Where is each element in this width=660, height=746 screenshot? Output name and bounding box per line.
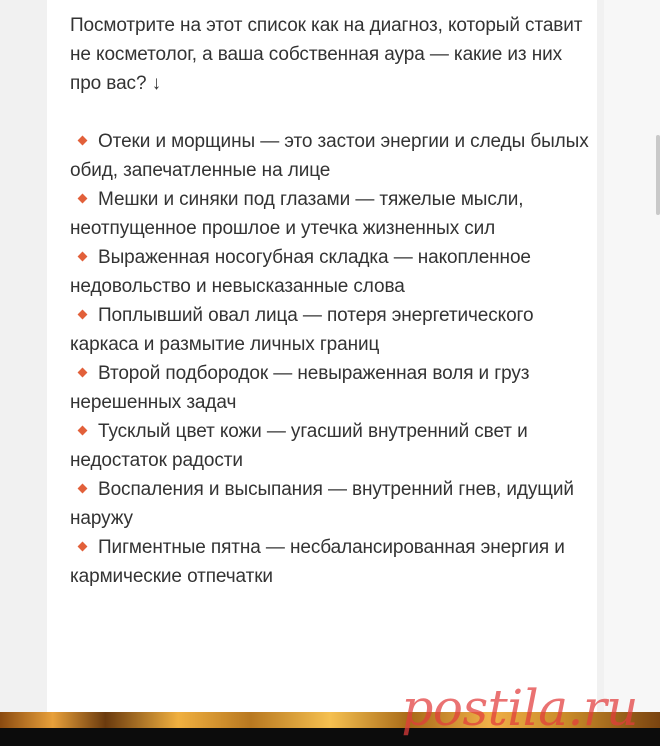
list-item (70, 359, 590, 417)
list-item (70, 127, 590, 185)
list-item (70, 301, 590, 359)
list-item-text: Пигментные пятна — несбалансированная энергия и кармические отпечатки (70, 537, 565, 587)
scrollbar-thumb[interactable] (656, 135, 660, 215)
orange-diamond-icon (78, 194, 88, 204)
list-item-text: Выраженная носогубная складка — накопленное недовольство и невысказанные слова (70, 247, 531, 297)
list-item-text: Тусклый цвет кожи — угасший внутренний свет и недостаток радости (70, 421, 528, 471)
list-item (70, 243, 590, 301)
orange-diamond-icon (78, 426, 88, 436)
list-item-text: Поплывший овал лица — потеря энергетического каркаса и размытие личных границ (70, 305, 534, 355)
orange-diamond-icon (78, 484, 88, 494)
orange-diamond-icon (78, 252, 88, 262)
watermark-logo: postila.ru (401, 679, 638, 737)
post-intro: Посмотрите на этот список как на диагноз, который ставит не косметолог, а ваша собственная аура — какие из них про вас? ↓ (70, 15, 583, 94)
list-item (70, 475, 590, 533)
post-content (70, 11, 590, 591)
symptom-list (70, 127, 590, 591)
right-side-panel (604, 0, 660, 712)
list-item-text: Мешки и синяки под глазами — тяжелые мысли, неотпущенное прошлое и утечка жизненных сил (70, 189, 524, 239)
list-item-text: Второй подбородок — невыраженная воля и груз нерешенных задач (70, 363, 530, 413)
list-item-text: Воспаления и высыпания — внутренний гнев, идущий наружу (70, 479, 574, 529)
list-item-text: Отеки и морщины — это застои энергии и следы былых обид, запечатленные на лице (70, 131, 589, 181)
orange-diamond-icon (78, 542, 88, 552)
orange-diamond-icon (78, 310, 88, 320)
list-item (70, 417, 590, 475)
list-item (70, 185, 590, 243)
orange-diamond-icon (78, 136, 88, 146)
list-item (70, 533, 590, 591)
orange-diamond-icon (78, 368, 88, 378)
